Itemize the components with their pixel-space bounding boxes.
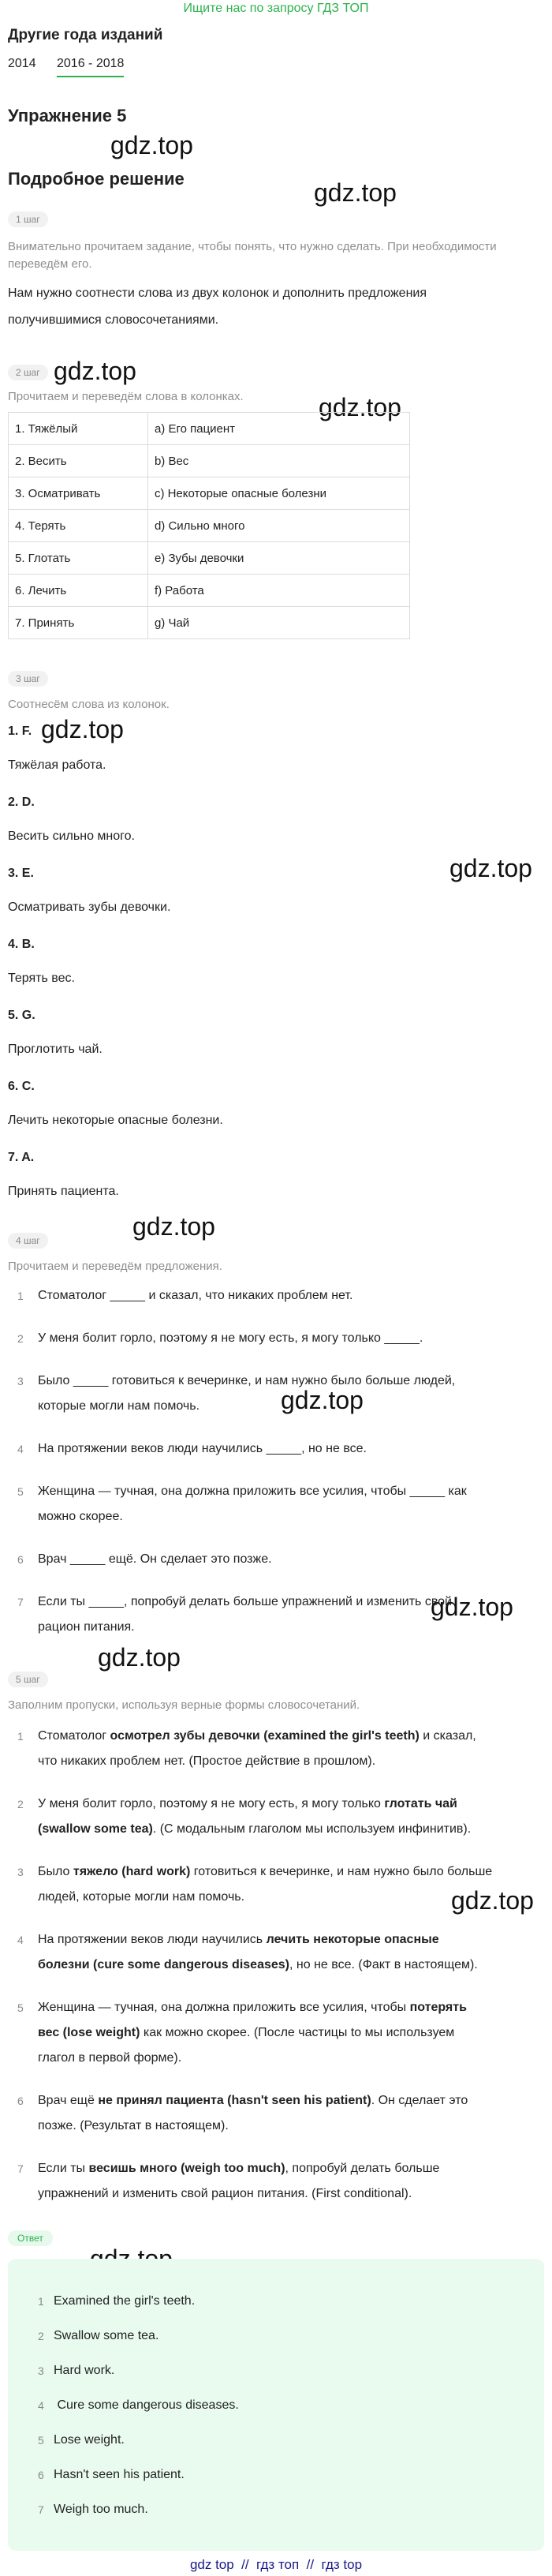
table-cell: f) Работа — [147, 575, 409, 607]
watermark: gdz.top — [281, 1386, 364, 1414]
pair-label: 5. G. — [8, 1009, 35, 1022]
list-number: 4 — [38, 2399, 44, 2412]
list-number: 7 — [17, 2162, 24, 2175]
table-row — [9, 445, 410, 477]
pair-text: Проглотить чай. — [8, 1043, 103, 1056]
watermark: gdz.top — [314, 178, 397, 207]
step-text: Нам нужно соотнести слова из двух колонок и дополнить предложения — [8, 286, 427, 300]
list-number: 3 — [38, 2364, 44, 2377]
list-item: можно скорее. — [38, 1510, 123, 1523]
list-number: 1 — [17, 1290, 24, 1302]
step-note: Заполним пропуски, используя верные формы словосочетаний. — [8, 1698, 360, 1712]
list-item: упражнений и изменить свой рацион питания. (First conditional). — [38, 2187, 412, 2200]
year-tab-2014[interactable]: 2014 — [8, 57, 36, 70]
watermark: gdz.top — [132, 1212, 215, 1241]
pair-label: 2. D. — [8, 796, 35, 809]
answer-item: Weigh too much. — [54, 2503, 148, 2516]
table-cell: a) Его пациент — [147, 413, 409, 445]
step-note: Внимательно прочитаем задание, чтобы понять, что нужно сделать. При необходимости переведём его. — [8, 240, 497, 271]
pair-text: Весить сильно много. — [8, 829, 135, 843]
pair-text: Тяжёлая работа. — [8, 758, 106, 772]
list-item: Женщина — тучная, она должна приложить все усилия, чтобы _____ как — [38, 1485, 467, 1498]
list-number: 5 — [17, 1485, 24, 1498]
step-note: Прочитаем и переведём слова в колонках. — [8, 390, 244, 403]
pair-text: Лечить некоторые опасные болезни. — [8, 1114, 223, 1127]
table-cell: 3. Осматривать — [9, 477, 148, 510]
list-item: рацион питания. — [38, 1620, 135, 1634]
list-number: 4 — [17, 1934, 24, 1946]
table-cell: 6. Лечить — [9, 575, 148, 607]
list-number: 1 — [17, 1730, 24, 1743]
table-cell: c) Некоторые опасные болезни — [147, 477, 409, 510]
table-row — [9, 575, 410, 607]
watermark: gdz.top — [319, 393, 401, 421]
step-text: получившимися словосочетаниями. — [8, 313, 219, 327]
answer-item: Swallow some tea. — [54, 2329, 159, 2342]
table-cell: b) Вес — [147, 445, 409, 477]
table-cell: 2. Весить — [9, 445, 148, 477]
answer-item: Hard work. — [54, 2364, 115, 2377]
step-badge: 1 шаг — [8, 212, 48, 227]
list-item: (swallow some tea). (С модальным глаголом мы используем инфинитив). — [38, 1822, 472, 1836]
pair-text: Терять вес. — [8, 972, 75, 985]
table-cell: d) Сильно много — [147, 510, 409, 542]
list-item: глагол в первой форме). — [38, 2051, 182, 2065]
list-item: людей, которые могли нам помочь. — [38, 1890, 245, 1904]
list-number: 3 — [17, 1866, 24, 1878]
table-cell: g) Чай — [147, 607, 409, 639]
table-row — [9, 477, 410, 510]
pair-label: 4. B. — [8, 938, 35, 951]
list-item: Стоматолог осмотрел зубы девочки (examined the girl's teeth) и сказал, — [38, 1729, 476, 1743]
exercise-title: Упражнение 5 — [8, 106, 127, 125]
list-number: 6 — [17, 2095, 24, 2107]
list-number: 2 — [17, 1798, 24, 1810]
list-number: 4 — [17, 1443, 24, 1455]
list-item: Врач _____ ещё. Он сделает это позже. — [38, 1552, 272, 1566]
watermark: gdz.top — [451, 1886, 534, 1915]
year-tab-2016-2018[interactable]: 2016 - 2018 — [57, 57, 124, 77]
answer-item: Examined the girl's teeth. — [54, 2294, 196, 2308]
table-cell: e) Зубы девочки — [147, 542, 409, 575]
list-number: 6 — [38, 2469, 44, 2481]
list-number: 7 — [17, 1596, 24, 1608]
list-item: У меня болит горло, поэтому я не могу есть, я могу только _____. — [38, 1331, 423, 1345]
watermark: gdz.top — [110, 131, 193, 159]
list-item: что никаких проблем нет. (Простое действие в прошлом). — [38, 1754, 376, 1768]
table-cell: 4. Терять — [9, 510, 148, 542]
list-item: Женщина — тучная, она должна приложить все усилия, чтобы потерять — [38, 2001, 467, 2014]
list-number: 3 — [17, 1375, 24, 1387]
list-number: 7 — [38, 2503, 44, 2516]
table-row — [9, 413, 410, 445]
pair-label: 6. C. — [8, 1080, 35, 1093]
list-item: На протяжении веков люди научились _____, но не все. — [38, 1442, 367, 1455]
answer-item: Hasn't seen his patient. — [54, 2468, 185, 2481]
list-item: болезни (cure some dangerous diseases), но не все. (Факт в настоящем). — [38, 1958, 478, 1971]
step-badge: 5 шаг — [8, 1672, 48, 1687]
list-number: 2 — [38, 2330, 44, 2342]
answer-badge: Ответ — [8, 2230, 53, 2246]
watermark: gdz.top — [98, 1643, 181, 1672]
list-item: Стоматолог _____ и сказал, что никаких проблем нет. — [38, 1289, 353, 1302]
table-row — [9, 607, 410, 639]
step-note: Прочитаем и переведём предложения. — [8, 1260, 222, 1273]
list-item: Было тяжело (hard work) готовиться к вечеринке, и нам нужно было больше — [38, 1865, 493, 1878]
table-cell: 7. Принять — [9, 607, 148, 639]
pair-label: 7. A. — [8, 1151, 35, 1164]
list-number: 5 — [38, 2434, 44, 2447]
step-note: Соотнесём слова из колонок. — [8, 698, 170, 711]
words-table — [8, 412, 410, 639]
list-item: Если ты весишь много (weigh too much), попробуй делать больше — [38, 2162, 440, 2175]
list-item: позже. (Результат в настоящем). — [38, 2119, 229, 2132]
watermark: gdz.top — [41, 715, 124, 743]
list-item: Врач ещё не принял пациента (hasn't seen his patient). Он сделает это — [38, 2094, 468, 2107]
list-item: На протяжении веков люди научились лечить некоторые опасные — [38, 1933, 439, 1946]
watermark: gdz.top — [54, 357, 136, 385]
other-years-title: Другие года изданий — [8, 27, 163, 43]
table-cell: 1. Тяжёлый — [9, 413, 148, 445]
step-badge: 2 шаг — [8, 365, 48, 380]
pair-label: 1. F. — [8, 724, 32, 738]
list-item: У меня болит горло, поэтому я не могу есть, я могу только глотать чай — [38, 1797, 457, 1810]
search-hint-link[interactable]: Ищите нас по запросу ГДЗ ТОП — [183, 2, 369, 15]
list-number: 2 — [17, 1332, 24, 1345]
footer-links[interactable]: gdz top // гдз топ // гдз top — [189, 2557, 363, 2572]
watermark: gdz.top — [431, 1593, 513, 1621]
list-item: вес (lose weight) как можно скорее. (После частицы to мы используем — [38, 2026, 455, 2039]
list-item: Если ты _____, попробуй делать больше упражнений и изменить свой — [38, 1595, 452, 1608]
table-row — [9, 510, 410, 542]
solution-title: Подробное решение — [8, 169, 185, 189]
pair-text: Осматривать зубы девочки. — [8, 900, 171, 914]
watermark: gdz.top — [449, 854, 532, 882]
step-badge: 3 шаг — [8, 671, 48, 687]
table-cell: 5. Глотать — [9, 542, 148, 575]
list-number: 5 — [17, 2001, 24, 2014]
list-item: Было _____ готовиться к вечеринке, и нам нужно было больше людей, — [38, 1374, 456, 1387]
pair-label: 3. E. — [8, 867, 34, 880]
answer-item: Cure some dangerous diseases. — [54, 2398, 239, 2412]
list-number: 6 — [17, 1553, 24, 1566]
pair-text: Принять пациента. — [8, 1185, 119, 1198]
answer-item: Lose weight. — [54, 2433, 125, 2447]
list-number: 1 — [38, 2295, 44, 2308]
list-item: которые могли нам помочь. — [38, 1399, 200, 1413]
table-row — [9, 542, 410, 575]
step-badge: 4 шаг — [8, 1233, 48, 1249]
